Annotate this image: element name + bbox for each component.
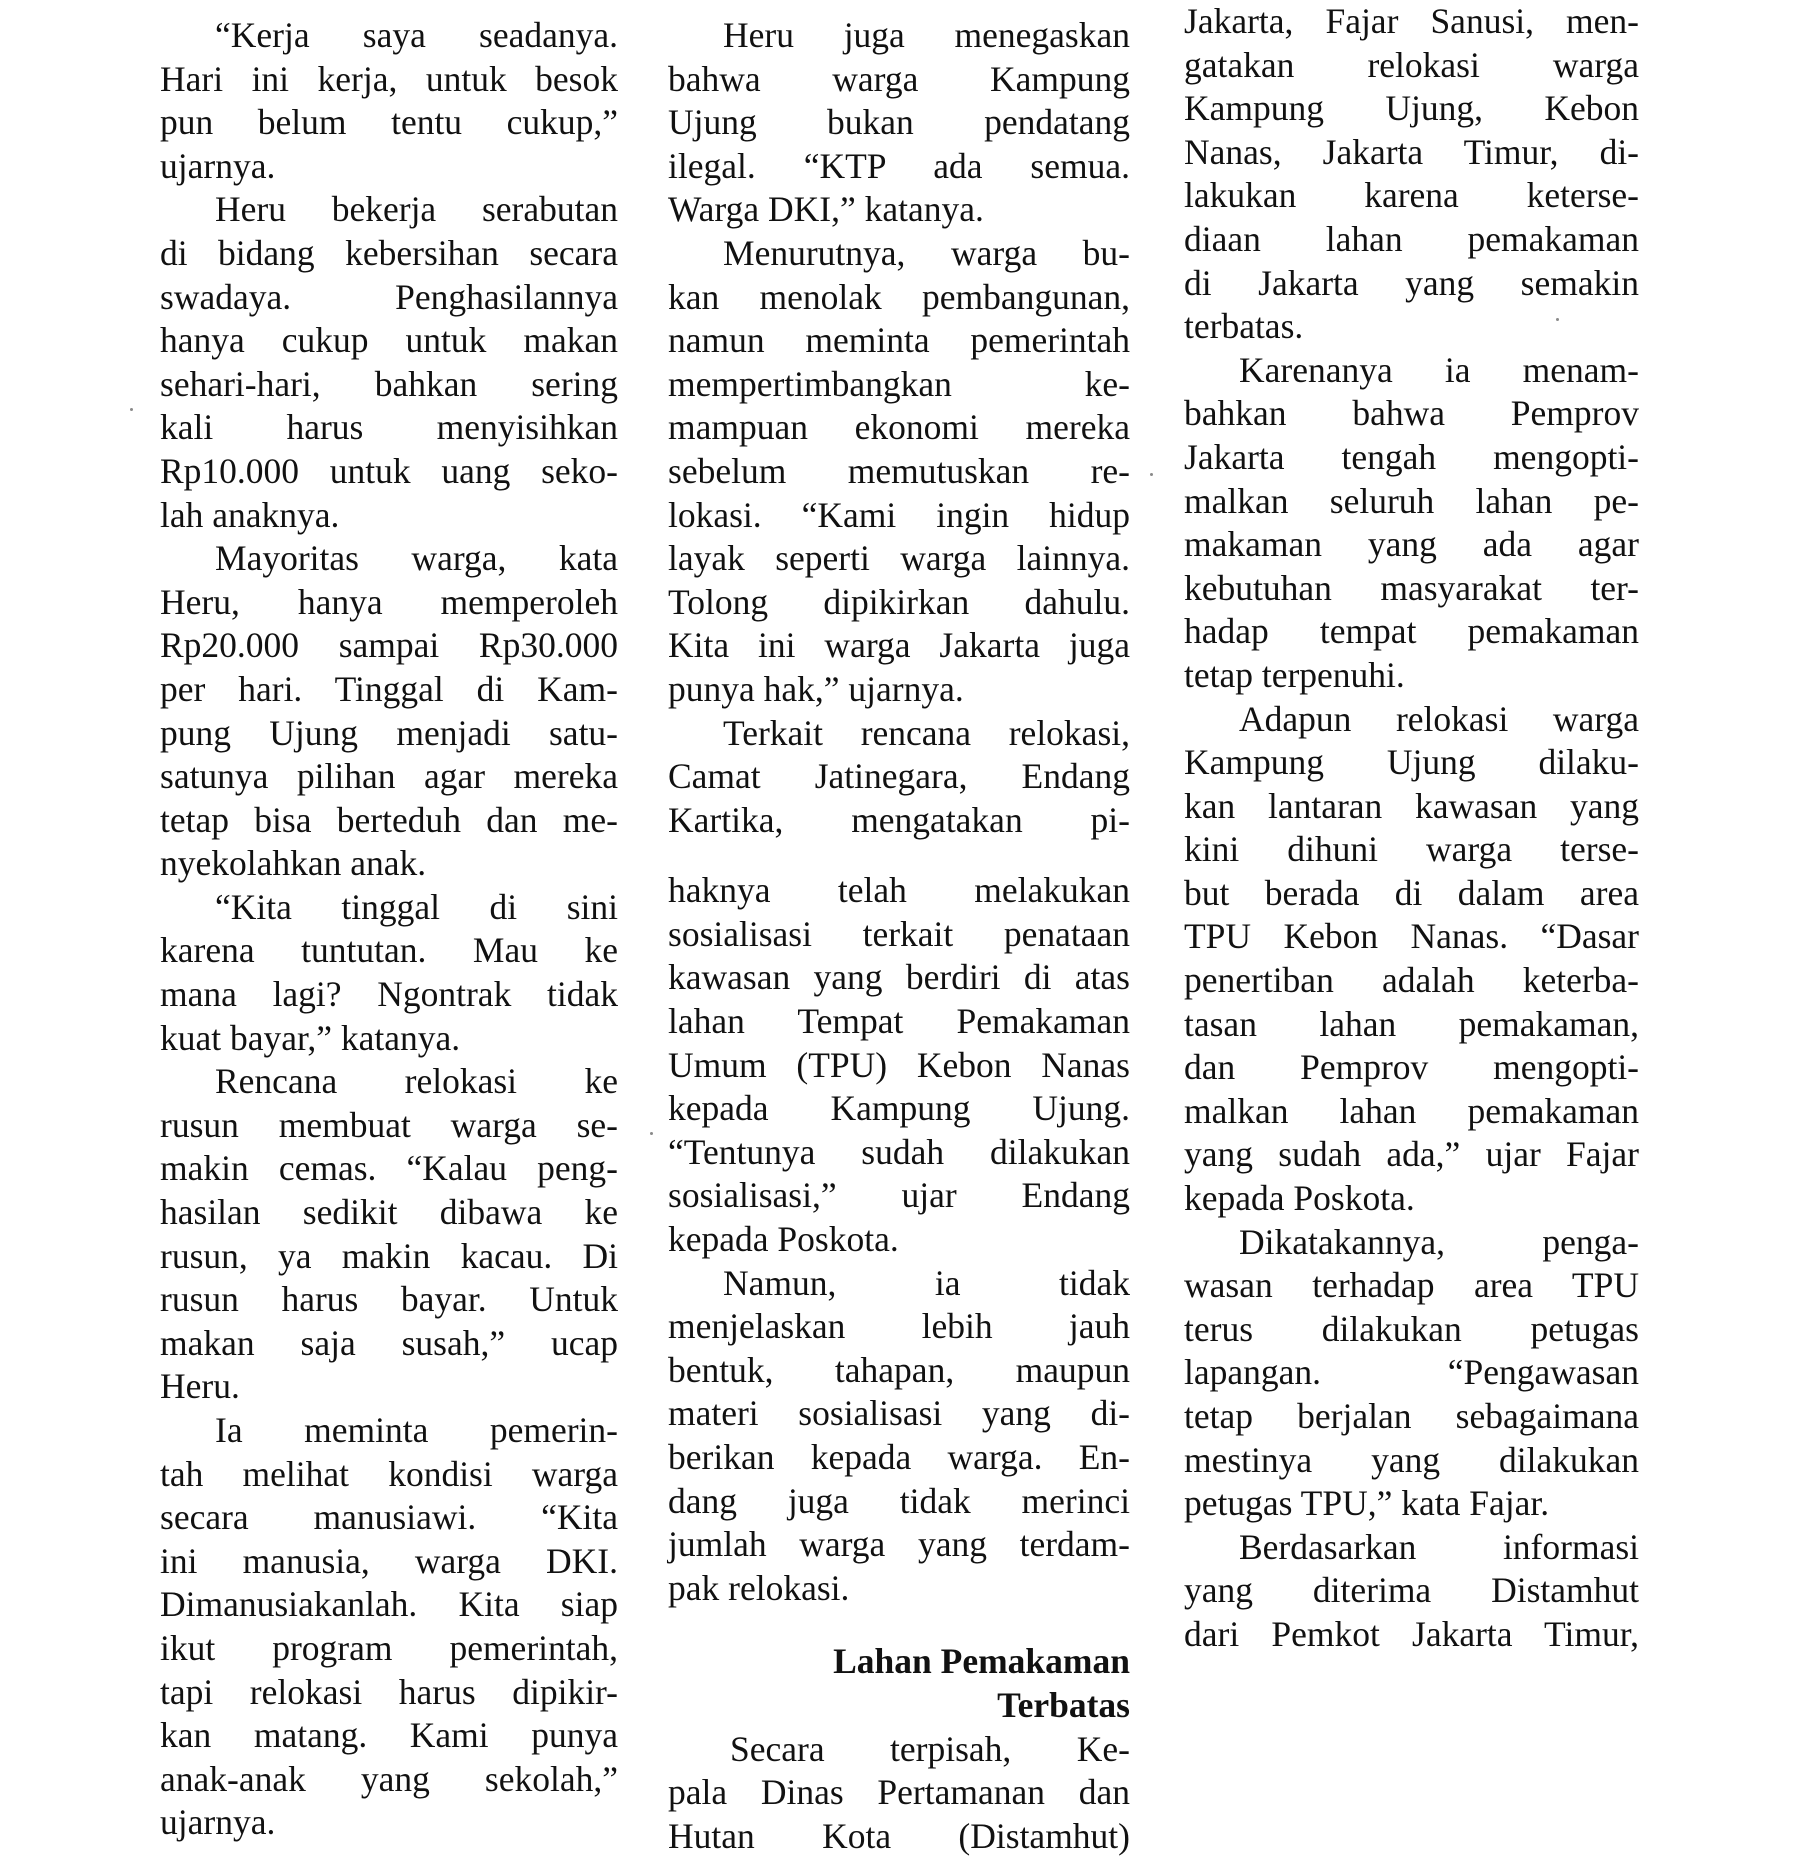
text-line: kan menolak pembangunan,: [668, 276, 1130, 317]
text-line: Kartika, mengatakan pi-: [668, 799, 1130, 840]
text-line: ujarnya.: [160, 1802, 276, 1843]
text-line: Jakarta, Fajar Sanusi, men-: [1184, 1, 1639, 41]
text-line: rusun harus bayar. Untuk: [160, 1279, 618, 1320]
text-line: bahkan bahwa Pemprov: [1184, 393, 1639, 434]
text-line: ujarnya.: [160, 145, 276, 186]
text-line: Karenanya ia menam-: [1239, 349, 1639, 390]
paragraph: [160, 537, 618, 886]
text-line: kebutuhan masyarakat ter-: [1184, 567, 1639, 608]
text-line: mana lagi? Ngontrak tidak: [160, 974, 618, 1015]
paragraph: [668, 712, 1130, 1262]
text-line: gatakan relokasi warga: [1184, 44, 1639, 85]
text-line: penertiban adalah keterba-: [1184, 960, 1639, 1001]
text-line: Terkait rencana relokasi,: [723, 712, 1130, 753]
text-line: tah melihat kondisi warga: [160, 1453, 618, 1494]
text-line: hanya cukup untuk makan: [160, 320, 618, 361]
article-column-2: [668, 14, 1130, 1858]
text-line: Rp20.000 sampai Rp30.000: [160, 625, 618, 666]
text-line: petugas TPU,” kata Fajar.: [1184, 1483, 1550, 1524]
text-line: karena tuntutan. Mau ke: [160, 930, 618, 971]
text-line: Berdasarkan informasi: [1239, 1526, 1639, 1567]
paragraph: [160, 1409, 618, 1845]
text-line: Heru juga menegaskan: [723, 15, 1130, 55]
layout-gap: [668, 842, 1130, 869]
text-line: Umum (TPU) Kebon Nanas: [668, 1044, 1130, 1085]
text-line: Camat Jatinegara, Endang: [668, 756, 1130, 797]
text-line: dan Pemprov mengopti-: [1184, 1047, 1639, 1088]
text-line: sosialisasi terkait penataan: [668, 913, 1130, 954]
text-line: kuat bayar,” katanya.: [160, 1017, 461, 1058]
text-line: nyekolahkan anak.: [160, 843, 427, 884]
text-line: mempertimbangkan ke-: [668, 363, 1130, 404]
text-line: jumlah warga yang terdam-: [668, 1524, 1130, 1565]
subheading-line: Lahan Pemakaman: [833, 1641, 1130, 1682]
scan-speck: [1556, 318, 1559, 321]
text-line: tapi relokasi harus dipikir-: [160, 1671, 618, 1712]
scan-speck: [1150, 473, 1153, 476]
layout-gap: [668, 1610, 1130, 1640]
paragraph: [668, 14, 1130, 232]
text-line: hasilan sedikit dibawa ke: [160, 1192, 618, 1233]
scan-speck: [650, 1132, 653, 1135]
text-line: tetap berjalan sebagaimana: [1184, 1396, 1639, 1436]
text-line: mestinya yang dilakukan: [1184, 1439, 1639, 1480]
text-line: “Kerja saya seadanya.: [215, 15, 618, 55]
text-line: Heru, hanya memperoleh: [160, 581, 618, 622]
text-line: per hari. Tinggal di Kam-: [160, 668, 618, 709]
text-line: Rp10.000 untuk uang seko-: [160, 450, 618, 491]
text-line: menjelaskan lebih jauh: [668, 1306, 1130, 1347]
text-line: kan matang. Kami punya: [160, 1715, 618, 1756]
text-line: bentuk, tahapan, maupun: [668, 1349, 1130, 1390]
text-line: haknya telah melakukan: [668, 870, 1130, 911]
text-line: tetap terpenuhi.: [1184, 654, 1405, 695]
paragraph: [1184, 1221, 1639, 1526]
paragraph: [160, 14, 618, 188]
text-line: anak-anak yang sekolah,”: [160, 1758, 618, 1799]
text-line: ini manusia, warga DKI.: [160, 1540, 618, 1581]
text-line: Dikatakannya, penga-: [1239, 1221, 1639, 1262]
text-line: makan saja susah,” ucap: [160, 1322, 618, 1363]
text-line: yang diterima Distamhut: [1184, 1570, 1639, 1611]
paragraph: [1184, 349, 1639, 698]
text-line: Nanas, Jakarta Timur, di-: [1184, 131, 1639, 172]
subheading: [668, 1640, 1130, 1727]
text-line: Hutan Kota (Distamhut): [668, 1815, 1130, 1856]
text-line: TPU Kebon Nanas. “Dasar: [1184, 916, 1639, 957]
text-line: Secara terpisah, Ke-: [730, 1728, 1130, 1769]
text-line: “Tentunya sudah dilakukan: [668, 1131, 1130, 1172]
text-line: dari Pemkot Jakarta Timur,: [1184, 1613, 1639, 1654]
text-line: di Jakarta yang semakin: [1184, 262, 1639, 303]
text-line: ikut program pemerintah,: [160, 1627, 618, 1668]
text-line: yang sudah ada,” ujar Fajar: [1184, 1134, 1639, 1175]
paragraph: [160, 886, 618, 1060]
text-line: kan lantaran kawasan yang: [1184, 785, 1639, 826]
text-line: Tolong dipikirkan dahulu.: [668, 581, 1130, 622]
subheading-line: Terbatas: [997, 1684, 1130, 1725]
text-line: kepada Poskota.: [668, 1219, 899, 1260]
text-line: Namun, ia tidak: [723, 1262, 1130, 1303]
text-line: tetap bisa berteduh dan me-: [160, 799, 618, 840]
text-line: kepada Poskota.: [1184, 1178, 1415, 1219]
text-line: malkan lahan pemakaman: [1184, 1090, 1639, 1131]
text-line: punya hak,” ujarnya.: [668, 668, 964, 709]
text-line: Jakarta tengah mengopti-: [1184, 436, 1639, 477]
text-line: Kampung Ujung, Kebon: [1184, 88, 1639, 129]
text-line: kepada Kampung Ujung.: [668, 1088, 1130, 1129]
paragraph: [668, 1728, 1130, 1859]
text-line: sosialisasi,” ujar Endang: [668, 1175, 1130, 1216]
text-line: malkan seluruh lahan pe-: [1184, 480, 1639, 521]
text-line: berikan kepada warga. En-: [668, 1437, 1130, 1477]
text-line: Kita ini warga Jakarta juga: [668, 625, 1130, 666]
text-line: kini dihuni warga terse-: [1184, 829, 1639, 870]
text-line: Ujung bukan pendatang: [668, 102, 1130, 143]
article-column-3: [1184, 0, 1639, 1657]
text-line: di bidang kebersihan secara: [160, 232, 618, 273]
text-line: pun belum tentu cukup,”: [160, 102, 618, 143]
paragraph: [160, 1060, 618, 1409]
text-line: Heru.: [160, 1366, 240, 1407]
text-line: pala Dinas Pertamanan dan: [668, 1772, 1130, 1813]
text-line: Menurutnya, warga bu-: [723, 232, 1130, 273]
text-line: rusun, ya makin kacau. Di: [160, 1235, 618, 1276]
paragraph: [1184, 1526, 1639, 1657]
text-line: terus dilakukan petugas: [1184, 1308, 1639, 1349]
text-line: makin cemas. “Kalau peng-: [160, 1148, 618, 1189]
text-line: materi sosialisasi yang di-: [668, 1393, 1130, 1434]
text-line: ilegal. “KTP ada semua.: [668, 145, 1130, 186]
text-line: Heru bekerja serabutan: [215, 189, 618, 230]
text-line: Ia meminta pemerin-: [215, 1410, 618, 1450]
paragraph: [1184, 698, 1639, 1221]
text-line: sehari-hari, bahkan sering: [160, 363, 618, 404]
text-line: lokasi. “Kami ingin hidup: [668, 494, 1130, 535]
text-line: Dimanusiakanlah. Kita siap: [160, 1584, 618, 1625]
text-line: Kampung Ujung dilaku-: [1184, 742, 1639, 783]
text-line: “Kita tinggal di sini: [215, 886, 618, 927]
text-line: lapangan. “Pengawasan: [1184, 1352, 1639, 1393]
text-line: dang juga tidak merinci: [668, 1480, 1130, 1521]
text-line: rusun membuat warga se-: [160, 1104, 618, 1145]
text-line: secara manusiawi. “Kita: [160, 1497, 618, 1538]
text-line: layak seperti warga lainnya.: [668, 538, 1130, 579]
text-line: but berada di dalam area: [1184, 872, 1639, 913]
paragraph: [668, 1262, 1130, 1611]
text-line: swadaya. Penghasilannya: [160, 276, 618, 317]
text-line: namun meminta pemerintah: [668, 320, 1130, 361]
text-line: Rencana relokasi ke: [215, 1061, 618, 1102]
text-line: kawasan yang berdiri di atas: [668, 957, 1130, 998]
text-line: pung Ujung menjadi satu-: [160, 712, 618, 753]
text-line: lahan Tempat Pemakaman: [668, 1001, 1130, 1042]
text-line: tasan lahan pemakaman,: [1184, 1003, 1639, 1044]
text-line: kali harus menyisihkan: [160, 407, 618, 448]
text-line: wasan terhadap area TPU: [1184, 1265, 1639, 1306]
text-line: bahwa warga Kampung: [668, 58, 1130, 99]
text-line: Hari ini kerja, untuk besok: [160, 58, 618, 99]
paragraph: [1184, 0, 1639, 349]
text-line: sebelum memutuskan re-: [668, 450, 1130, 491]
text-line: makaman yang ada agar: [1184, 524, 1639, 565]
article-column-1: [160, 14, 618, 1845]
text-line: lah anaknya.: [160, 494, 340, 535]
text-line: lakukan karena keterse-: [1184, 175, 1639, 216]
text-line: Mayoritas warga, kata: [215, 538, 618, 579]
paragraph: [668, 232, 1130, 712]
paragraph: [160, 188, 618, 537]
text-line: terbatas.: [1184, 306, 1304, 347]
text-line: mampuan ekonomi mereka: [668, 407, 1130, 448]
text-line: pak relokasi.: [668, 1567, 850, 1608]
text-line: satunya pilihan agar mereka: [160, 756, 618, 797]
text-line: diaan lahan pemakaman: [1184, 218, 1639, 259]
text-line: Adapun relokasi warga: [1239, 698, 1639, 739]
text-line: Warga DKI,” katanya.: [668, 189, 984, 230]
scan-speck: [130, 408, 133, 411]
text-line: hadap tempat pemakaman: [1184, 611, 1639, 652]
